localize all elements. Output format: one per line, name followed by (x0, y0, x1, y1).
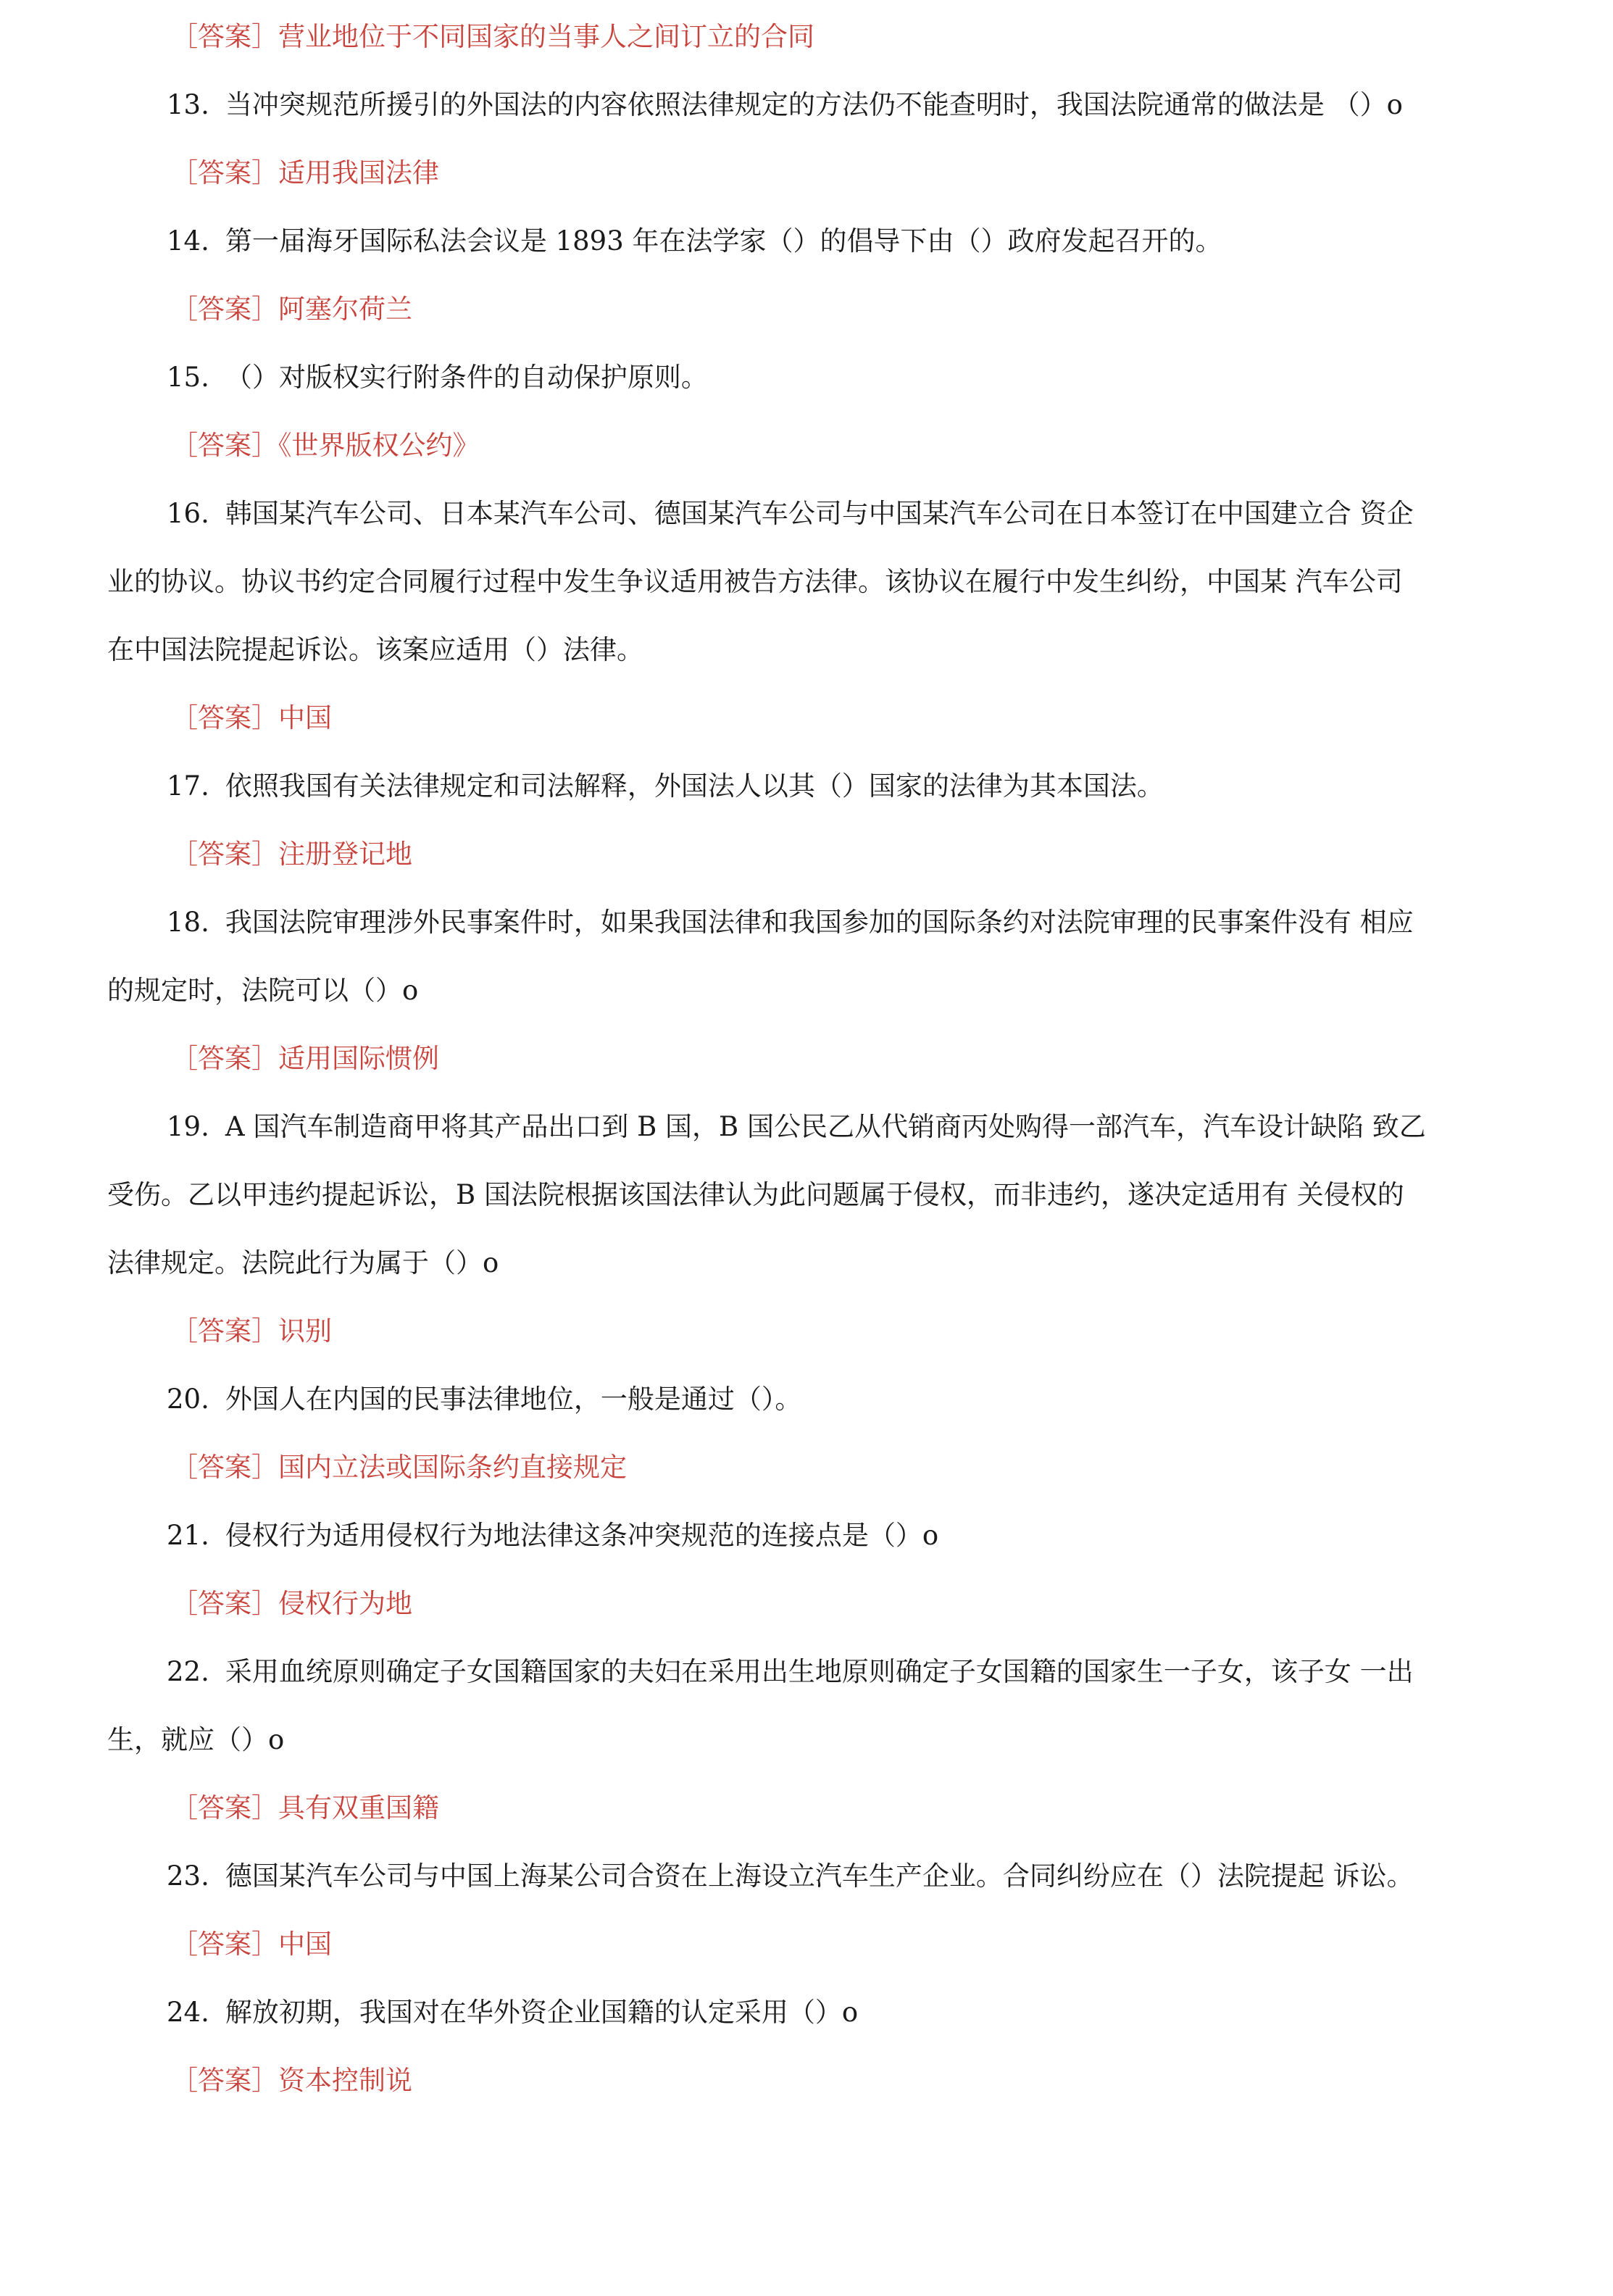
question-text: 我国法院审理涉外民事案件时，如果我国法律和我国参加的国际条约对法院审理的民事案件没有 相应 (225, 907, 1414, 938)
question-text: 德国某汽车公司与中国上海某公司合资在上海设立汽车生产企业。合同纠纷应在（）法院提起 诉讼。 (225, 1860, 1414, 1892)
answer-22: ［答案］具有双重国籍 (171, 1792, 439, 1823)
answer-21: ［答案］侵权行为地 (171, 1588, 412, 1619)
question-number: 21. (167, 1520, 209, 1551)
question-number: 22. (167, 1656, 209, 1687)
question-19-continued: 受伤。乙以甲违约提起诉讼，B 国法院根据该国法律认为此问题属于侵权，而非违约，遂决定适用有 关侵权的 (107, 1179, 1404, 1210)
question-18-continued: 的规定时，法院可以（）o (107, 975, 419, 1006)
answer-text: ［答案］营业地位于不同国家的当事人之间订立的合同 (171, 21, 814, 52)
question-number: 18. (167, 907, 209, 938)
question-19 (167, 1107, 1572, 1147)
question-number: 16. (167, 498, 209, 529)
question-text: A 国汽车制造商甲将其产品出口到 B 国，B 国公民乙从代销商丙处购得一部汽车，汽车设计缺陷 致乙 (225, 1111, 1426, 1142)
question-21 (167, 1516, 1572, 1555)
question-number: 13. (167, 89, 209, 120)
answer-17: ［答案］注册登记地 (171, 839, 412, 870)
answer-24: ［答案］资本控制说 (171, 2065, 412, 2096)
question-14 (167, 222, 1572, 261)
question-13 (167, 86, 1572, 125)
question-number: 17. (167, 770, 209, 802)
answer-16: ［答案］中国 (171, 702, 332, 733)
question-20 (167, 1380, 1572, 1419)
question-22-continued: 生，就应（）o (107, 1724, 285, 1755)
answer-13: ［答案］适用我国法律 (171, 157, 439, 188)
question-number: 20. (167, 1384, 209, 1415)
answer-19: ［答案］识别 (171, 1315, 332, 1347)
question-22 (167, 1652, 1572, 1692)
question-18 (167, 903, 1572, 942)
question-text: 韩国某汽车公司、日本某汽车公司、德国某汽车公司与中国某汽车公司在日本签订在中国建立合 资企 (225, 498, 1414, 529)
question-text: 第一届海牙国际私法会议是 1893 年在法学家（）的倡导下由（）政府发起召开的。 (225, 225, 1222, 257)
question-text: 外国人在内国的民事法律地位，一般是通过（）。 (225, 1384, 802, 1415)
question-16 (167, 494, 1572, 533)
question-text: 解放初期，我国对在华外资企业国籍的认定采用（）o (225, 1997, 859, 2028)
answer-23: ［答案］中国 (171, 1929, 332, 1960)
answer-20: ［答案］国内立法或国际条约直接规定 (171, 1452, 627, 1483)
question-23 (167, 1857, 1572, 1896)
question-16-continued: 业的协议。协议书约定合同履行过程中发生争议适用被告方法律。该协议在履行中发生纠纷，中国某 汽车公司 (107, 566, 1403, 597)
question-text: 采用血统原则确定子女国籍国家的夫妇在采用出生地原则确定子女国籍的国家生一子女，该子女 一出 (225, 1656, 1414, 1687)
question-text: 当冲突规范所援引的外国法的内容依照法律规定的方法仍不能查明时，我国法院通常的做法是 （）o (225, 89, 1403, 120)
answer-14: ［答案］阿塞尔荷兰 (171, 294, 412, 325)
question-17 (167, 767, 1572, 806)
question-number: 19. (167, 1111, 209, 1142)
question-number: 14. (167, 225, 209, 257)
question-number: 15. (167, 362, 209, 393)
answer-18: ［答案］适用国际惯例 (171, 1043, 439, 1074)
question-text: （）对版权实行附条件的自动保护原则。 (225, 362, 708, 393)
question-15 (167, 358, 1572, 397)
question-24 (167, 1993, 1572, 2032)
question-19-continued: 法律规定。法院此行为属于（）o (107, 1247, 499, 1278)
answer-15: ［答案］《世界版权公约》 (171, 430, 480, 461)
question-number: 24. (167, 1997, 209, 2028)
question-text: 侵权行为适用侵权行为地法律这条冲突规范的连接点是（）o (225, 1520, 939, 1551)
question-text: 依照我国有关法律规定和司法解释，外国法人以其（）国家的法律为其本国法。 (225, 770, 1164, 802)
question-16-continued: 在中国法院提起诉讼。该案应适用（）法律。 (107, 634, 643, 665)
question-number: 23. (167, 1860, 209, 1892)
